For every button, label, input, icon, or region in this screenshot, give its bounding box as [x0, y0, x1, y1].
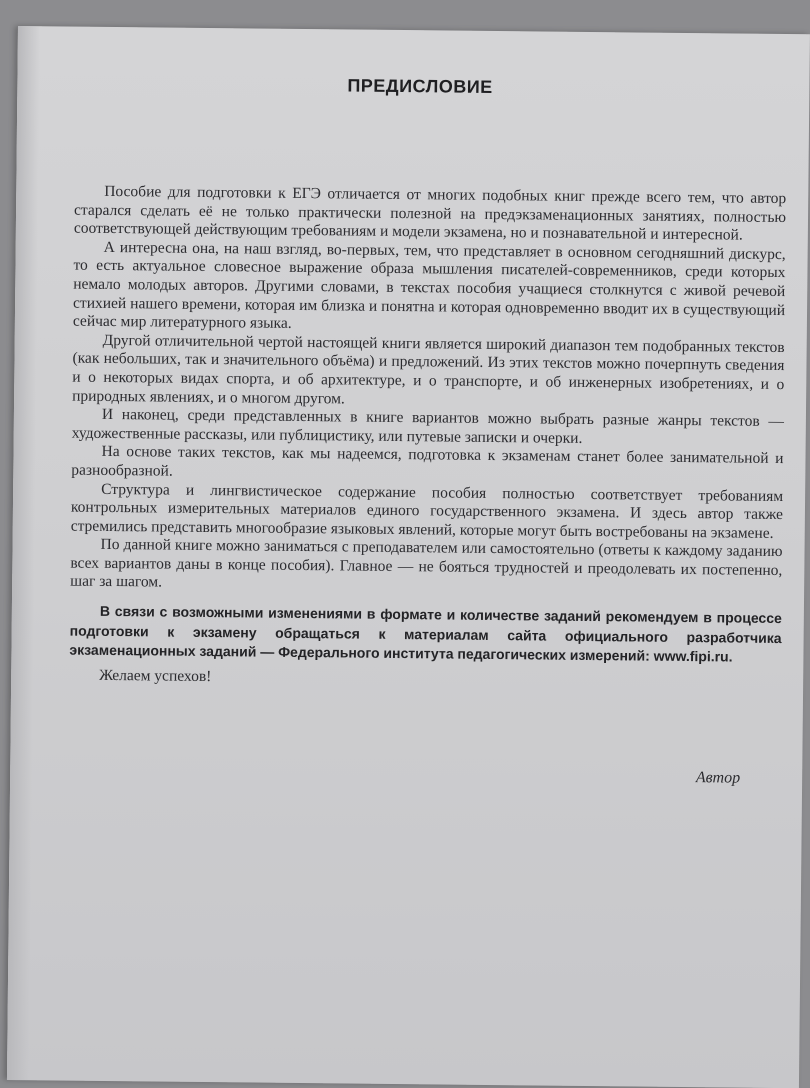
book-page [7, 26, 810, 1088]
paragraph-7: По данной книге можно заниматься с преподавателем или самостоятельно (ответы к каждому заданию всех вариантов даны в конце пособия). Главное — не бояться трудностей и преодолевать их постепенно, шаг за шагом. [70, 536, 783, 592]
paragraph-5: На основе таких текстов, как мы надеемся, подготовка к экзаменам станет более занимательной и разнообразной. [71, 443, 784, 480]
closing-wish: Желаем успехов! [99, 666, 212, 685]
paragraph-3: Другой отличительной чертой настоящей книги является широкий диапазон тем подобранных текстов (как небольших, так и значительного объёма) и предложений. Из этих текстов можно почерпнуть сведения и о некоторых видах спорта, и об архитектуре, и о транспорте, и об инженерных изобретениях, и о природных явлениях, и о многом другом. [72, 331, 785, 407]
page-spine-shadow [7, 26, 40, 1080]
paragraph-4: И наконец, среди представленных в книге вариантов можно выбрать разные жанры текстов — художественные рассказы, или публицистику, или путевые записки и очерки. [71, 406, 784, 447]
author-signature: Автор [695, 769, 741, 787]
bold-notice: В связи с возможными изменениями в формате и количестве заданий рекомендуем в процессе подготовки к экзамену обращаться к материалам сайта официального разработчика экзаменационных заданий — Федерального института педагогических измерений: www.fipi.ru. [69, 602, 782, 665]
page-title: ПРЕДИСЛОВИЕ [347, 75, 493, 97]
preface-body [69, 183, 786, 693]
paragraph-2: А интересна она, на наш взгляд, во-первых, тем, что представляет в основном сегодняшний дискурс, то есть актуальное словесное выражение образа мышления писателей-современников, среди которых немало молодых авторов. Другими словами, в текстах пособия учащиеся столкнутся с живой речевой стихией нашего времени, которая им близка и понятна и которая одновременно вводит их в существующий сейчас мир литературного языка. [72, 238, 786, 333]
paragraph-6: Структура и лингвистическое содержание пособия полностью соответствует требованиям контрольных измерительных материалов единого государственного экзамена. И здесь автор также стремились представить многообразие языковых явлений, которые могут быть востребованы на экзамене. [70, 480, 784, 542]
paragraph-1: Пособие для подготовки к ЕГЭ отличается от многих подобных книг прежде всего тем, что автор старался сделать её не только практически полезной на предэкзаменационных занятиях, полностью соответствующей действующим требованиям и модели экзамена, но и познавательной и интересной. [73, 182, 787, 244]
